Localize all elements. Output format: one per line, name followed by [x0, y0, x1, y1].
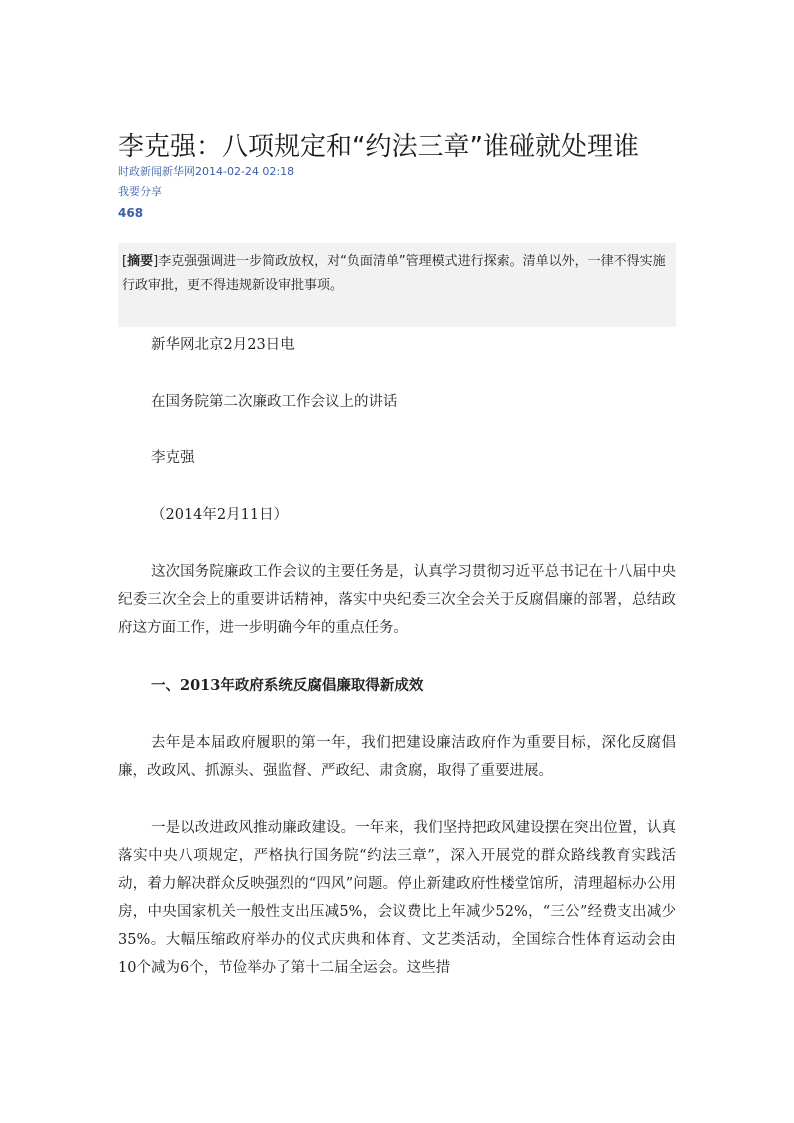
summary-text: [摘要]李克强强调进一步简政放权，对“负面清单”管理模式进行探索。清单以外，一律不得实施行政审批，更不得违规新设审批事项。	[122, 254, 666, 293]
speaker-paragraph: 李克强	[151, 450, 195, 466]
share-link[interactable]: 我要分享	[118, 185, 162, 198]
source-line: 时政新闻新华网2014-02-24 02:18	[118, 165, 295, 178]
summary-box	[118, 243, 676, 327]
body-paragraph: 去年是本届政府履职的第一年，我们把建设廉洁政府作为重要目标，深化反腐倡廉，改政风、抓源头、强监督、严政纪、肃贪腐，取得了重要进展。	[118, 735, 676, 779]
summary-body: 李克强强调进一步简政放权，对“负面清单”管理模式进行探索。清单以外，一律不得实施行政审批，更不得违规新设审批事项。	[122, 254, 666, 293]
summary-label: 摘要	[127, 254, 154, 269]
body-paragraph: 这次国务院廉政工作会议的主要任务是，认真学习贯彻习近平总书记在十八届中央纪委三次全会上的重要讲话精神，落实中央纪委三次全会关于反腐倡廉的部署，总结政府这方面工作，进一步明确今年的重点任务。	[118, 564, 676, 636]
speech-title-paragraph: 在国务院第二次廉政工作会议上的讲话	[151, 394, 398, 410]
section-heading: 一、2013年政府系统反腐倡廉取得新成效	[151, 677, 424, 694]
share-count: 468	[118, 206, 144, 220]
body-paragraph: 一是以改进政风推动廉政建设。一年来，我们坚持把政风建设摆在突出位置，认真落实中央八项规定，严格执行国务院“约法三章”，深入开展党的群众路线教育实践活动，着力解决群众反映强烈的“四风”问题。停止新建政府性楼堂馆所，清理超标办公用房，中央国家机关一般性支出压减5%，会议费比上年减少52%，“三公”经费支出减少35%。大幅压缩政府举办的仪式庆典和体育、文艺类活动，全国综合性体育运动会由10个减为6个，节俭举办了第十二届全运会。这些措	[118, 820, 676, 976]
page-title: 李克强：八项规定和“约法三章”谁碰就处理谁	[118, 132, 639, 163]
date-paragraph: （2014年2月11日）	[151, 507, 289, 523]
dateline-paragraph: 新华网北京2月23日电	[151, 337, 295, 353]
